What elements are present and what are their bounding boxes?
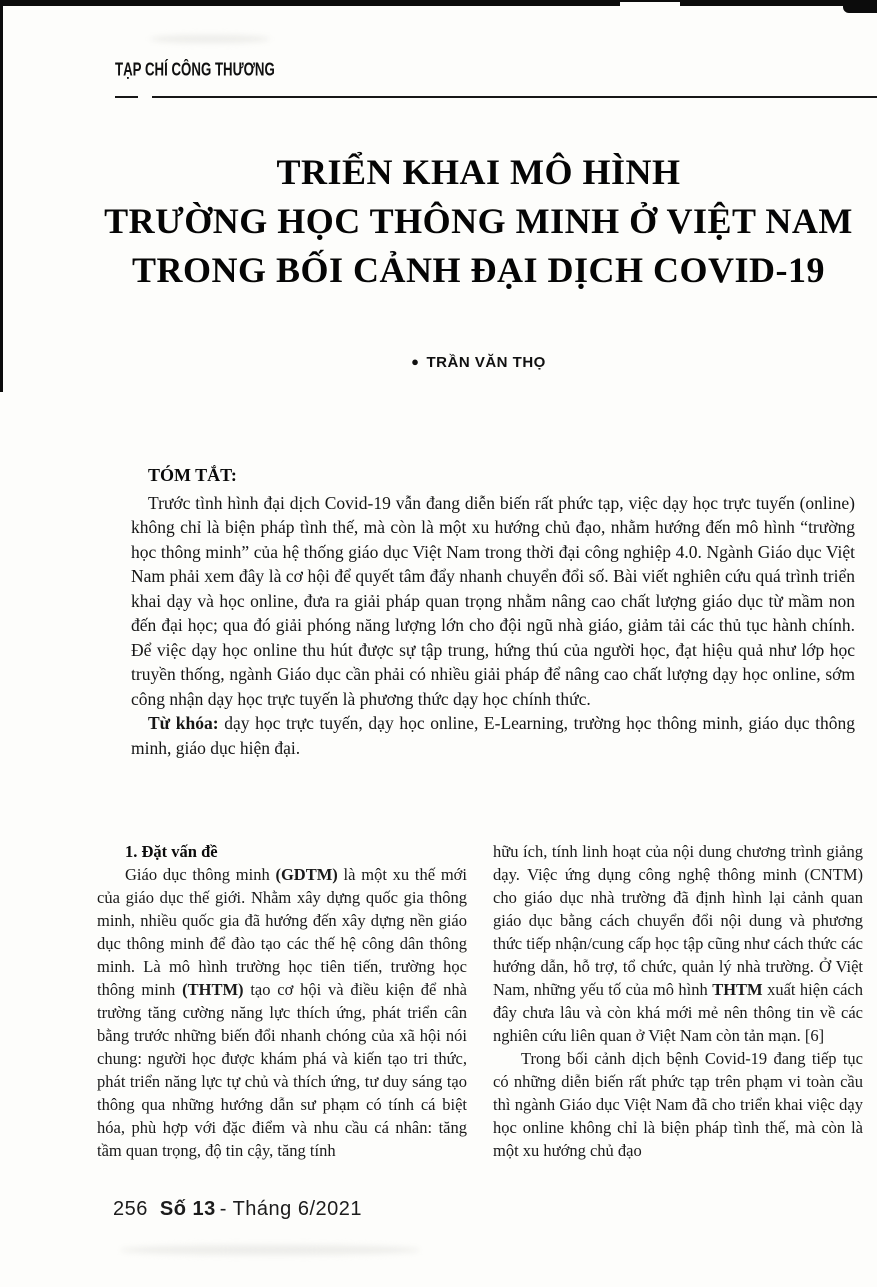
acronym-thtm: THTM xyxy=(712,980,763,999)
author-line xyxy=(97,354,860,371)
header-rule-dash xyxy=(138,96,152,98)
page-number: 256 xyxy=(113,1198,148,1220)
scan-top-edge xyxy=(0,0,877,6)
author-name: TRẦN VĂN THỌ xyxy=(426,354,546,371)
journal-name: TẠP CHÍ CÔNG THƯƠNG xyxy=(115,59,275,80)
left-column xyxy=(97,840,467,1162)
issue-number: Số 13 xyxy=(159,1198,216,1220)
scan-corner-mark xyxy=(843,0,877,13)
body-text: hữu ích, tính linh hoạt của nội dung chương trình giảng dạy. Việc ứng dụng công nghệ thông minh (CNTM) cho giáo dục nhà trường đã định hình lại cảnh quan giáo dục bằng cách chuyển đổi nội dung và phương thức tiếp nhận/cung cấp học tập cũng như cách thức các hướng dẫn, hỗ trợ, tổ chức, quản lý nhà trường. Ở Việt Nam, những yếu tố của mô hình xyxy=(493,842,863,999)
body-text: xuất hiện cách đây chưa lâu và còn khá mới mẻ nên thông tin về các nghiên cứu liên quan ở Việt Nam còn tản mạn. [6] xyxy=(493,980,863,1045)
keywords-label: Từ khóa: xyxy=(148,713,219,733)
issue-date: - Tháng 6/2021 xyxy=(219,1198,363,1220)
keywords-text: dạy học trực tuyến, dạy học online, E-Learning, trường học thông minh, giáo dục thông minh, giáo dục hiện đại. xyxy=(131,713,855,758)
header-rule xyxy=(115,96,877,98)
body-text: Giáo dục thông minh xyxy=(125,865,276,884)
author-bullet-icon: ● xyxy=(411,354,420,369)
article-title-line-3: TRONG BỐI CẢNH ĐẠI DỊCH COVID-19 xyxy=(131,250,826,290)
article-title xyxy=(97,148,860,295)
left-column-paragraph xyxy=(97,863,467,1162)
abstract-keywords xyxy=(131,711,855,760)
article-title-line-1: TRIỂN KHAI MÔ HÌNH xyxy=(276,152,681,192)
scan-left-edge xyxy=(0,0,3,392)
acronym-thtm: (THTM) xyxy=(182,980,244,999)
abstract-heading: TÓM TẮT: xyxy=(148,465,237,485)
body-text: là một xu thế mới của giáo dục thế giới. Nhằm xây dựng quốc gia thông minh, nhiều quốc gia đã hướng đến xây dựng nền giáo dục thông minh để đào tạo các thế hệ công dân thông minh. Là mô hình trường học tiên tiến, trường học thông minh xyxy=(97,865,467,999)
right-column-paragraph-2: Trong bối cảnh dịch bệnh Covid-19 đang tiếp tục có những diễn biến rất phức tạp trên phạm vi toàn cầu thì ngành Giáo dục Việt Nam đã cho triển khai việc dạy học online không chỉ là biện pháp tình thế, mà còn là một xu hướng chủ đạo xyxy=(493,1049,863,1160)
right-column-paragraph-1 xyxy=(493,840,863,1047)
abstract-body: Trước tình hình đại dịch Covid-19 vẫn đang diễn biến rất phức tạp, việc dạy học trực tuyến (online) không chỉ là biện pháp tình thế, mà còn là một xu hướng chủ đạo, nhằm hướng đến mô hình “trường học thông minh” của hệ thống giáo dục Việt Nam trong thời đại công nghiệp 4.0. Ngành Giáo dục Việt Nam phải xem đây là cơ hội để quyết tâm đẩy nhanh chuyển đổi số. Bài viết nghiên cứu quá trình triển khai dạy và học online, đưa ra giải pháp quan trọng nhằm nâng cao chất lượng giáo dục từ mầm non đến đại học; qua đó giải phóng năng lượng lớn cho đội ngũ nhà giáo, giảm tải các thủ tục hành chính. Để việc dạy học online thu hút được sự tập trung, hứng thú của người học, đạt hiệu quả như lớp học truyền thống, ngành Giáo dục cần phải có nhiều giải pháp để nâng cao chất lượng dạy học online, sớm công nhận dạy học trực tuyến là phương thức dạy học chính thức. xyxy=(131,492,855,709)
scan-top-edge-gap xyxy=(620,2,680,6)
right-column xyxy=(493,840,863,1162)
article-title-line-2: TRƯỜNG HỌC THÔNG MINH Ở VIỆT NAM xyxy=(104,201,853,241)
body-text: tạo cơ hội và điều kiện để nhà trường tăng cường năng lực thích ứng, phát triển cân bằng trước những biến đổi nhanh chóng của xã hội nói chung: người học được khám phá và kiến tạo tri thức, phát triển năng lực tự chủ và thích ứng, tư duy sáng tạo thông qua những hướng dẫn sư phạm có tính cá biệt hóa, phù hợp với đặc điểm và nhu cầu cá nhân: tăng tầm quan trọng, độ tin cậy, tăng tính xyxy=(97,980,467,1160)
abstract-section xyxy=(131,463,855,760)
scan-smudge xyxy=(120,1245,420,1255)
acronym-gdtm: (GDTM) xyxy=(275,865,338,884)
journal-header xyxy=(115,60,855,80)
section-heading: 1. Đặt vấn đề xyxy=(125,842,218,861)
page-footer xyxy=(113,1198,362,1221)
body-columns xyxy=(97,840,863,1162)
scan-smudge xyxy=(150,35,270,43)
